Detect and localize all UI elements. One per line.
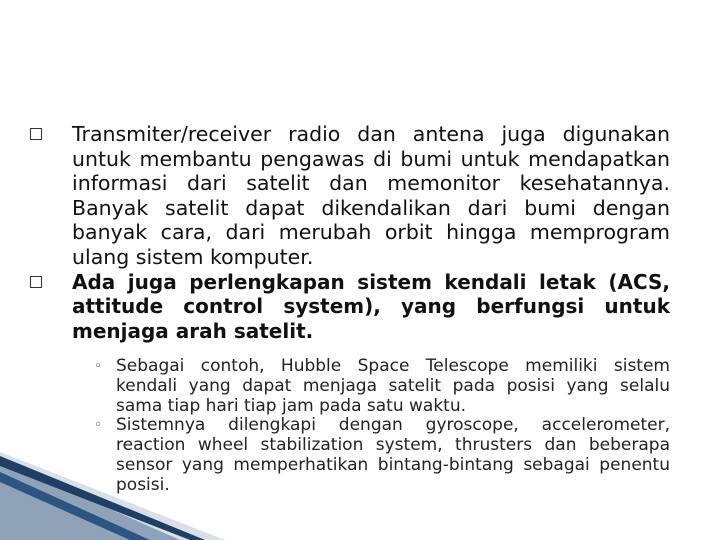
square-bullet-icon [30,276,42,288]
sub-bullet-text: Sebagai contoh, Hubble Space Telescope memiliki sistem kendali yang dapat menjaga satelit pada posisi yang selalu sama tiap hari tiap jam pada satu waktu. [116,356,670,416]
bullet-transmitter [30,122,670,270]
sub-bullet-text: Sistemnya dilengkapi dengan gyroscope, accelerometer, reaction wheel stabilization system, thrusters dan beberapa sensor yang memperhatikan bintang-bintang sebagai penentu posisi. [116,415,670,495]
bullet-acs [30,270,670,344]
sub-bullet-hubble [92,357,670,416]
sub-bullet-gyroscope [92,416,670,495]
slide-body [30,122,670,495]
square-bullet-icon [30,128,42,140]
circle-bullet-icon: ◦ [94,359,102,375]
bullet-text: Ada juga perlengkapan sistem kendali letak (ACS, attitude control system), yang berfungsi untuk menjaga arah satelit. [72,269,670,343]
circle-bullet-icon: ◦ [94,418,102,434]
bullet-text: Transmiter/receiver radio dan antena juga digunakan untuk membantu pengawas di bumi untuk mendapatkan informasi dari satelit dan memonitor kesehatannya. Banyak satelit dapat dikendalikan dari bumi dengan banyak cara, dari merubah orbit hingga memprogram ulang sistem komputer. [72,122,670,269]
